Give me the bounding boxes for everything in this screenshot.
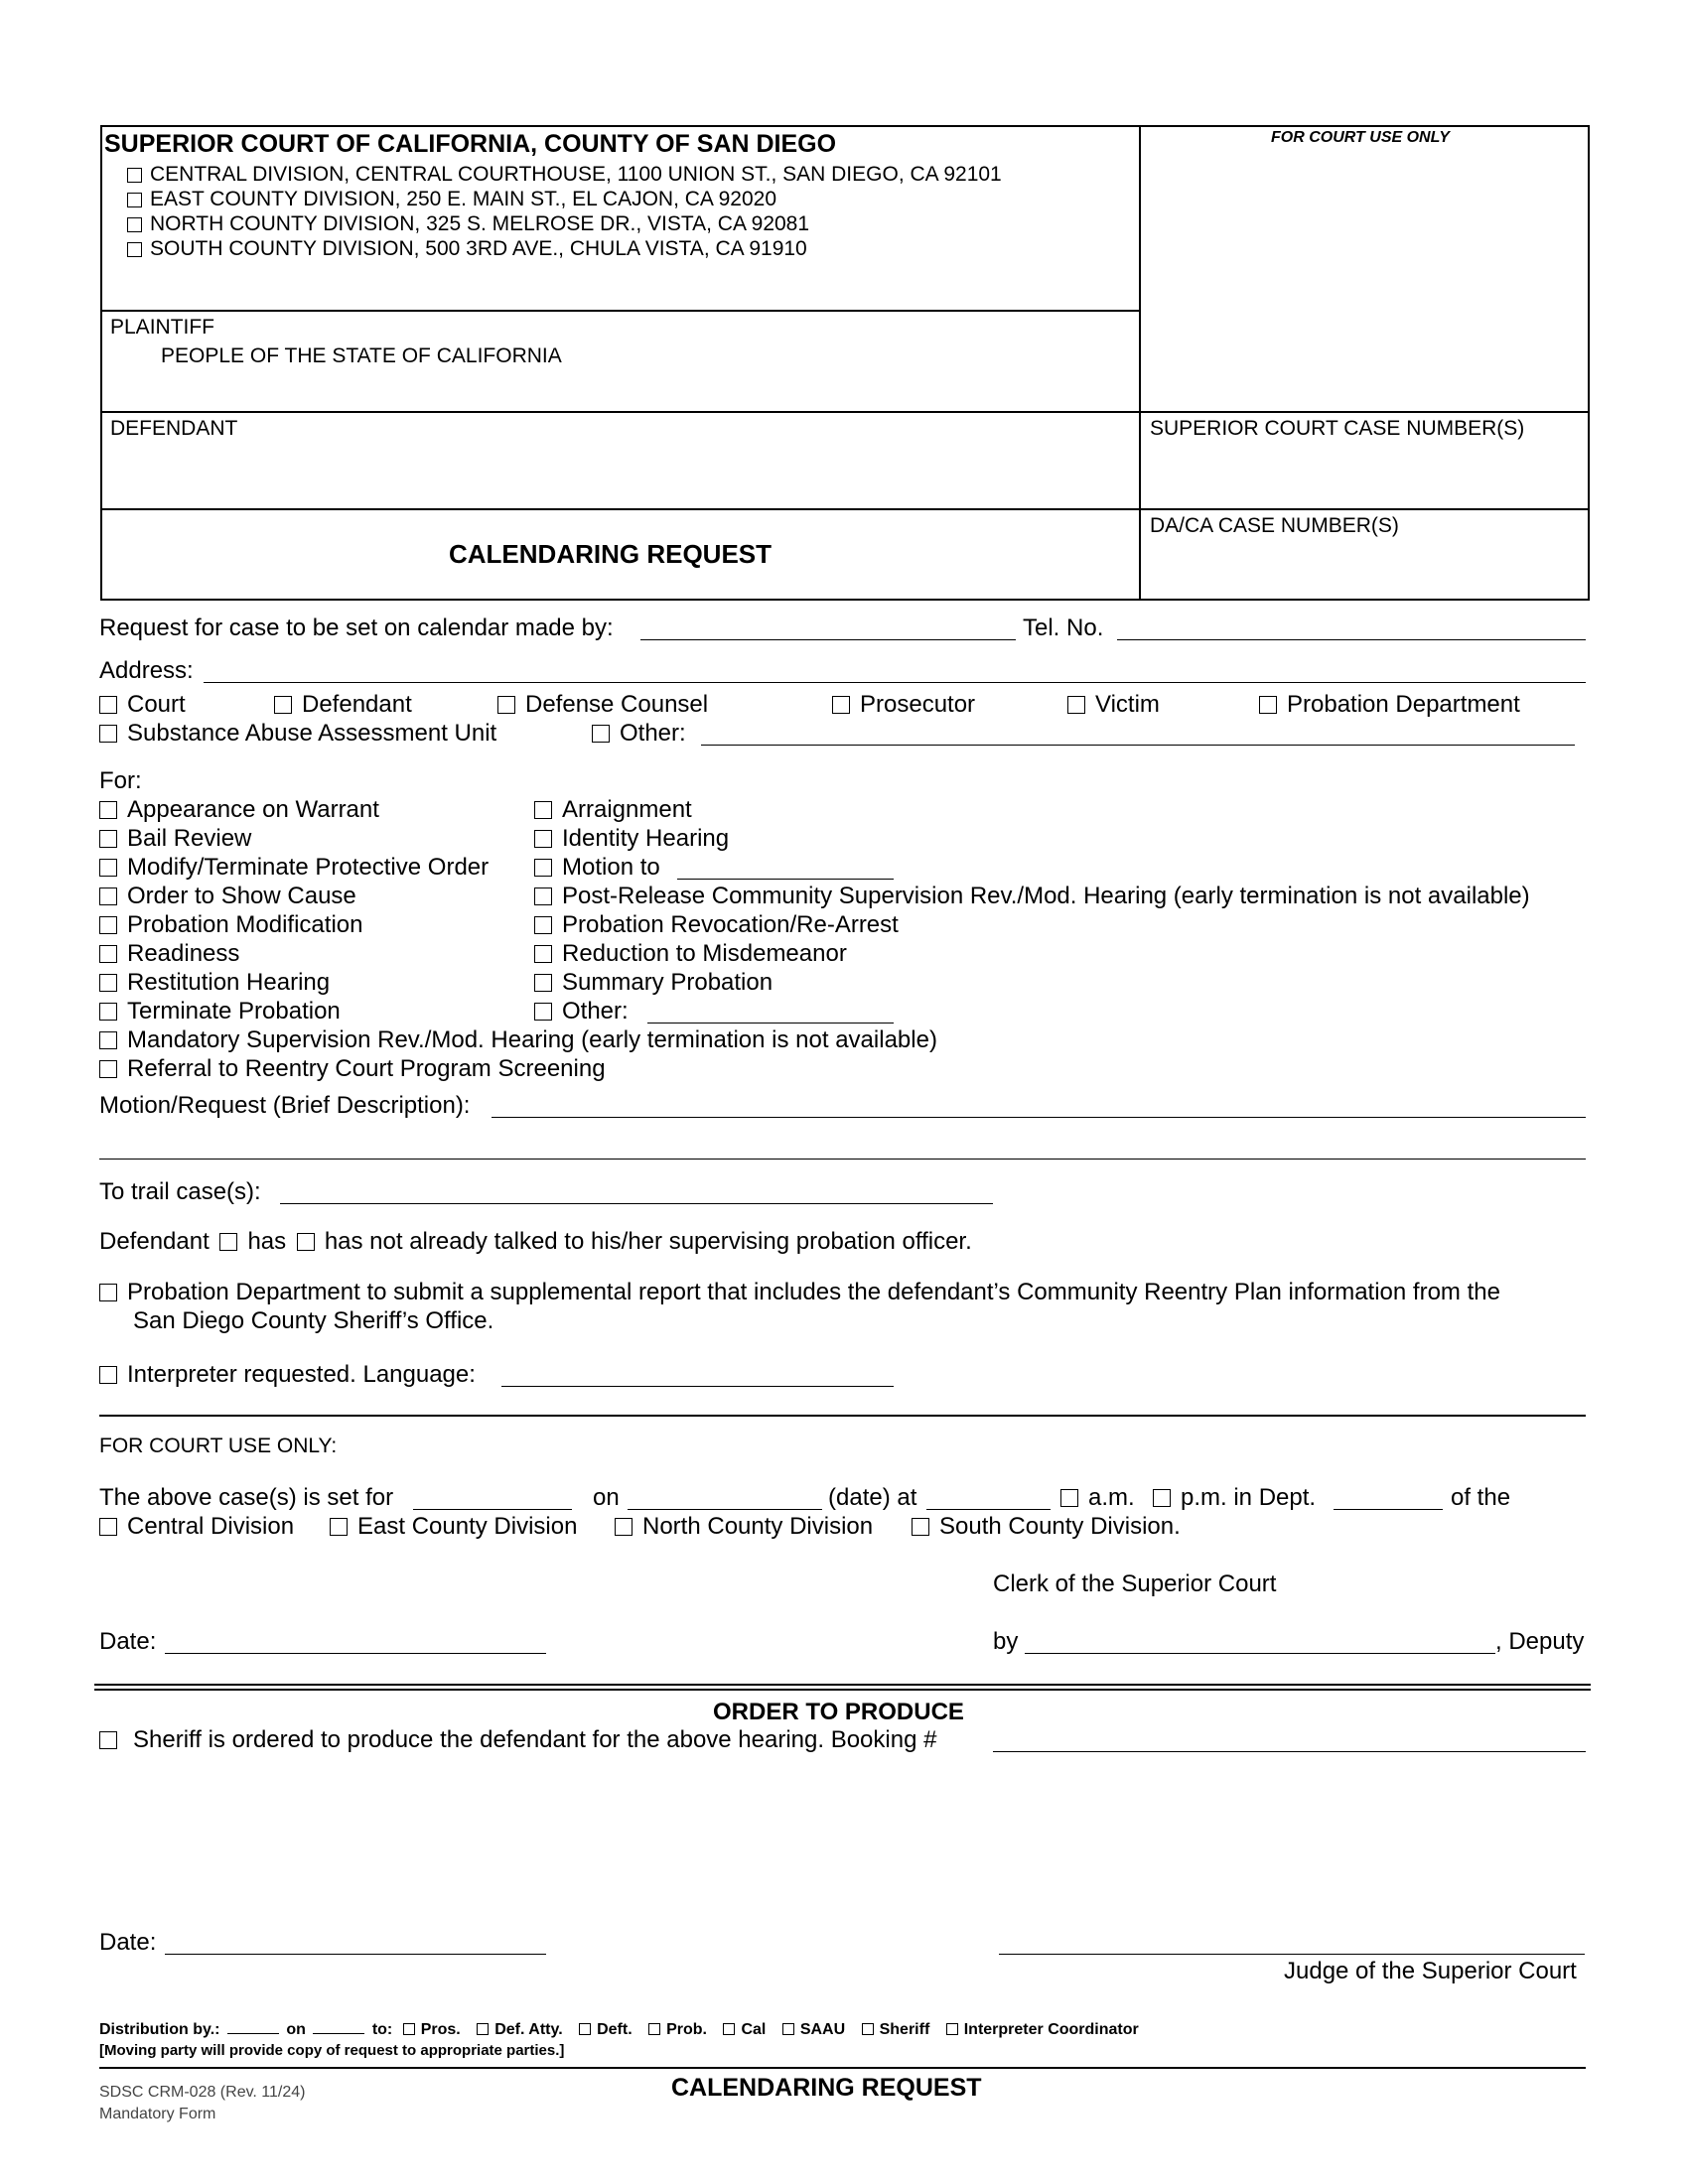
court-division-north[interactable]	[615, 1513, 873, 1541]
distribution-label: Distribution by.:	[99, 2021, 220, 2038]
division-label: EAST COUNTY DIVISION, 250 E. MAIN ST., EL CAJON, CA 92020	[150, 188, 776, 210]
for-option[interactable]	[99, 825, 251, 853]
deputy-field[interactable]	[1025, 1636, 1495, 1654]
dist-checkbox[interactable]	[946, 2023, 958, 2035]
court-division-checkbox[interactable]	[912, 1518, 929, 1536]
party-court[interactable]	[99, 691, 186, 719]
sheriff-option[interactable]	[99, 1726, 936, 1754]
party-label: Defense Counsel	[525, 691, 709, 718]
court-division-checkbox[interactable]	[615, 1518, 633, 1536]
court-division-label: East County Division	[357, 1513, 578, 1540]
court-use-divider	[99, 1415, 1586, 1417]
for-label-text: Summary Probation	[562, 969, 774, 996]
dist-label: Cal	[741, 2021, 767, 2038]
court-title: SUPERIOR COURT OF CALIFORNIA, COUNTY OF SAN DIEGO	[104, 130, 837, 158]
party-checkbox[interactable]	[99, 696, 117, 714]
for-option[interactable]	[99, 940, 239, 968]
for-label-text: Mandatory Supervision Rev./Mod. Hearing (early termination is not available)	[127, 1026, 937, 1053]
dept-field[interactable]	[1334, 1492, 1443, 1510]
court-division-label: Central Division	[127, 1513, 295, 1540]
party-checkbox[interactable]	[274, 696, 292, 714]
date-at-label: (date) at	[828, 1484, 917, 1511]
probation-report-checkbox[interactable]	[99, 1284, 117, 1301]
sheriff-text: Sheriff is ordered to produce the defendant for the above hearing. Booking #	[133, 1726, 937, 1753]
dist-checkbox[interactable]	[648, 2023, 660, 2035]
order-title: ORDER TO PRODUCE	[713, 1699, 964, 1725]
dist-checkbox[interactable]	[579, 2023, 591, 2035]
party-label: Court	[127, 691, 186, 718]
court-division-east[interactable]	[330, 1513, 577, 1541]
party-checkbox[interactable]	[1259, 696, 1277, 714]
for-label-text: Post-Release Community Supervision Rev./Mod. Hearing (early termination is not available)	[562, 883, 1530, 909]
court-division-checkbox[interactable]	[330, 1518, 348, 1536]
for-label-text: Restitution Hearing	[127, 969, 331, 996]
for-label-text: Reduction to Misdemeanor	[562, 940, 847, 967]
for-label-text: Terminate Probation	[127, 998, 341, 1024]
motion-description-field[interactable]	[492, 1100, 1586, 1118]
am-label: a.m.	[1088, 1484, 1135, 1511]
for-label-text: Other:	[562, 998, 629, 1024]
set-time-field[interactable]	[926, 1492, 1051, 1510]
caption-rule	[100, 310, 1139, 312]
for-checkbox[interactable]	[99, 1031, 117, 1049]
for-option[interactable]	[534, 825, 729, 853]
court-date-field[interactable]	[165, 1636, 546, 1654]
dist-label: Def. Atty.	[494, 2021, 563, 2038]
footer-title: CALENDARING REQUEST	[671, 2074, 982, 2102]
caption-rule	[100, 508, 1590, 510]
set-for-field[interactable]	[413, 1492, 572, 1510]
for-checkbox[interactable]	[99, 974, 117, 992]
for-label-text: Appearance on Warrant	[127, 796, 379, 823]
for-option-motion[interactable]	[534, 854, 660, 882]
for-checkbox[interactable]	[99, 887, 117, 905]
party-checkbox[interactable]	[497, 696, 515, 714]
set-for-label: The above case(s) is set for	[99, 1484, 394, 1511]
division-checkbox[interactable]	[127, 193, 142, 207]
for-checkbox[interactable]	[99, 1060, 117, 1078]
for-label-text: Modify/Terminate Protective Order	[127, 854, 490, 881]
division-option-north[interactable]	[127, 212, 809, 236]
division-label: NORTH COUNTY DIVISION, 325 S. MELROSE DR., VISTA, CA 92081	[150, 212, 810, 235]
for-option[interactable]	[534, 796, 692, 824]
distribution-by-field[interactable]	[227, 2032, 279, 2034]
party-probation[interactable]	[1259, 691, 1520, 719]
on-label: on	[593, 1484, 620, 1511]
case-number-label: SUPERIOR COURT CASE NUMBER(S)	[1150, 417, 1525, 440]
party-defendant[interactable]	[274, 691, 412, 719]
deputy-label: , Deputy	[1495, 1628, 1585, 1655]
footer-divider	[99, 2067, 1586, 2069]
for-label-text: Bail Review	[127, 825, 252, 852]
for-option[interactable]	[99, 796, 379, 824]
party-other-field[interactable]	[701, 728, 1575, 746]
order-date-label: Date:	[99, 1929, 157, 1956]
for-label-text: Motion to	[562, 854, 660, 881]
made-by-label: Request for case to be set on calendar made by:	[99, 614, 614, 641]
mandatory-form: Mandatory Form	[99, 2106, 216, 2122]
for-checkbox[interactable]	[534, 887, 552, 905]
dist-label: SAAU	[799, 2021, 846, 2038]
dist-label: Sheriff	[879, 2021, 930, 2038]
booking-field[interactable]	[993, 1734, 1586, 1752]
for-label-text: Referral to Reentry Court Program Screening	[127, 1055, 606, 1082]
pm-label: p.m. in Dept.	[1181, 1484, 1317, 1511]
for-option[interactable]	[534, 911, 899, 939]
party-checkbox[interactable]	[99, 725, 117, 743]
for-other-field[interactable]	[647, 1006, 894, 1024]
for-label: For:	[99, 767, 142, 794]
pm-checkbox[interactable]	[1153, 1489, 1171, 1507]
court-date-label: Date:	[99, 1628, 157, 1655]
motion-description-field-2[interactable]	[99, 1142, 1586, 1160]
dist-checkbox[interactable]	[723, 2023, 735, 2035]
for-label-text: Probation Revocation/Re-Arrest	[562, 911, 899, 938]
for-option[interactable]	[99, 1055, 606, 1083]
has-text: has	[247, 1228, 287, 1255]
party-defense-counsel[interactable]	[497, 691, 708, 719]
for-checkbox[interactable]	[534, 974, 552, 992]
for-checkbox[interactable]	[534, 859, 552, 877]
probation-report-text: Probation Department to submit a supplemental report that includes the defendant’s Community Reentry Plan information from the	[127, 1279, 1500, 1305]
for-checkbox[interactable]	[534, 830, 552, 848]
dist-checkbox[interactable]	[862, 2023, 874, 2035]
tel-label: Tel. No.	[1023, 614, 1104, 641]
party-other[interactable]	[592, 720, 686, 748]
court-use-label: FOR COURT USE ONLY:	[99, 1434, 338, 1457]
for-option[interactable]	[99, 911, 362, 939]
division-checkbox[interactable]	[127, 168, 142, 183]
dist-checkbox[interactable]	[782, 2023, 794, 2035]
distribution-to-label: to:	[371, 2021, 393, 2038]
for-checkbox[interactable]	[534, 945, 552, 963]
motion-description-label: Motion/Request (Brief Description):	[99, 1092, 471, 1119]
trail-label: To trail case(s):	[99, 1178, 261, 1205]
for-option[interactable]	[99, 998, 341, 1025]
court-division-checkbox[interactable]	[99, 1518, 117, 1536]
dist-label: Pros.	[420, 2021, 461, 2038]
clerk-label: Clerk of the Superior Court	[993, 1570, 1277, 1597]
party-label: Probation Department	[1287, 691, 1520, 718]
for-checkbox[interactable]	[534, 801, 552, 819]
division-label: SOUTH COUNTY DIVISION, 500 3RD AVE., CHULA VISTA, CA 91910	[150, 237, 807, 260]
division-checkbox[interactable]	[127, 217, 142, 232]
for-checkbox[interactable]	[534, 916, 552, 934]
party-saau[interactable]	[99, 720, 496, 748]
by-label: by	[993, 1628, 1019, 1655]
probation-officer-row	[99, 1228, 972, 1256]
form-number: SDSC CRM-028 (Rev. 11/24)	[99, 2084, 306, 2101]
caption-divider	[1139, 125, 1141, 601]
am-checkbox[interactable]	[1060, 1489, 1078, 1507]
set-date-field[interactable]	[628, 1492, 822, 1510]
court-division-central[interactable]	[99, 1513, 294, 1541]
distribution-on-field[interactable]	[313, 2032, 364, 2034]
party-label: Victim	[1095, 691, 1160, 718]
for-label-text: Identity Hearing	[562, 825, 730, 852]
party-victim[interactable]	[1067, 691, 1160, 719]
dacase-label: DA/CA CASE NUMBER(S)	[1150, 514, 1399, 537]
court-division-south[interactable]	[912, 1513, 1181, 1541]
court-division-label: North County Division	[642, 1513, 874, 1540]
am-option[interactable]	[1060, 1484, 1135, 1512]
dist-checkbox[interactable]	[403, 2023, 415, 2035]
tel-field[interactable]	[1117, 622, 1586, 640]
sheriff-checkbox[interactable]	[99, 1731, 117, 1749]
for-label-text: Order to Show Cause	[127, 883, 356, 909]
form-title: CALENDARING REQUEST	[449, 539, 773, 569]
probation-report-text-2: San Diego County Sheriff’s Office.	[133, 1307, 494, 1334]
distribution-on-label: on	[286, 2021, 306, 2038]
for-checkbox[interactable]	[99, 830, 117, 848]
for-checkbox[interactable]	[99, 859, 117, 877]
for-checkbox[interactable]	[99, 945, 117, 963]
has-checkbox[interactable]	[219, 1233, 237, 1251]
order-date-field[interactable]	[165, 1937, 546, 1955]
interpreter-option[interactable]	[99, 1361, 476, 1389]
for-label-text: Readiness	[127, 940, 240, 967]
dist-label: Deft.	[597, 2021, 633, 2038]
trail-field[interactable]	[280, 1186, 993, 1204]
for-option[interactable]	[534, 969, 773, 997]
party-checkbox[interactable]	[832, 696, 850, 714]
interpreter-checkbox[interactable]	[99, 1366, 117, 1384]
party-checkbox[interactable]	[1067, 696, 1085, 714]
judge-label: Judge of the Superior Court	[1284, 1958, 1577, 1984]
plaintiff-value: PEOPLE OF THE STATE OF CALIFORNIA	[161, 344, 562, 367]
defendant-text: Defendant	[99, 1228, 210, 1255]
dist-checkbox[interactable]	[477, 2023, 489, 2035]
for-checkbox[interactable]	[99, 801, 117, 819]
dist-label: Prob.	[666, 2021, 707, 2038]
pm-option[interactable]	[1153, 1484, 1316, 1512]
for-option[interactable]	[534, 940, 847, 968]
caption-rule	[100, 411, 1590, 413]
made-by-field[interactable]	[640, 622, 1016, 640]
for-checkbox[interactable]	[534, 1003, 552, 1021]
interpreter-label: Interpreter requested. Language:	[127, 1361, 476, 1388]
for-option[interactable]	[99, 883, 356, 910]
for-option[interactable]	[99, 854, 489, 882]
division-checkbox[interactable]	[127, 242, 142, 257]
has-not-checkbox[interactable]	[297, 1233, 315, 1251]
division-option-south[interactable]	[127, 237, 807, 261]
party-label: Other:	[620, 720, 686, 747]
for-checkbox[interactable]	[99, 1003, 117, 1021]
language-field[interactable]	[501, 1369, 894, 1387]
order-divider	[94, 1684, 1591, 1686]
for-option[interactable]	[99, 1026, 937, 1054]
moving-party-note: [Moving party will provide copy of request to appropriate parties.]	[99, 2042, 565, 2059]
court-use-only-label: FOR COURT USE ONLY	[1271, 129, 1450, 146]
for-option[interactable]	[534, 883, 1530, 910]
address-field[interactable]	[204, 665, 1586, 683]
division-option-east[interactable]	[127, 188, 776, 211]
motion-to-field[interactable]	[677, 862, 894, 880]
order-divider	[94, 1689, 1591, 1691]
distribution-row	[99, 2021, 1139, 2039]
party-label: Prosecutor	[860, 691, 976, 718]
judge-signature-field[interactable]	[999, 1937, 1585, 1955]
defendant-label: DEFENDANT	[110, 417, 238, 440]
party-prosecutor[interactable]	[832, 691, 975, 719]
division-label: CENTRAL DIVISION, CENTRAL COURTHOUSE, 1100 UNION ST., SAN DIEGO, CA 92101	[150, 163, 1002, 186]
probation-report-option[interactable]	[99, 1279, 1500, 1306]
party-label: Substance Abuse Assessment Unit	[127, 720, 497, 747]
for-label-text: Arraignment	[562, 796, 692, 823]
plaintiff-label: PLAINTIFF	[110, 316, 215, 339]
party-label: Defendant	[302, 691, 412, 718]
party-checkbox[interactable]	[592, 725, 610, 743]
has-not-text: has not already talked to his/her supervising probation officer.	[324, 1228, 972, 1255]
for-option-other[interactable]	[534, 998, 629, 1025]
division-option-central[interactable]	[127, 163, 1002, 187]
dist-label: Interpreter Coordinator	[963, 2021, 1139, 2038]
for-option[interactable]	[99, 969, 330, 997]
address-label: Address:	[99, 657, 194, 684]
of-the-label: of the	[1451, 1484, 1511, 1511]
for-label-text: Probation Modification	[127, 911, 363, 938]
court-division-label: South County Division.	[939, 1513, 1181, 1540]
for-checkbox[interactable]	[99, 916, 117, 934]
